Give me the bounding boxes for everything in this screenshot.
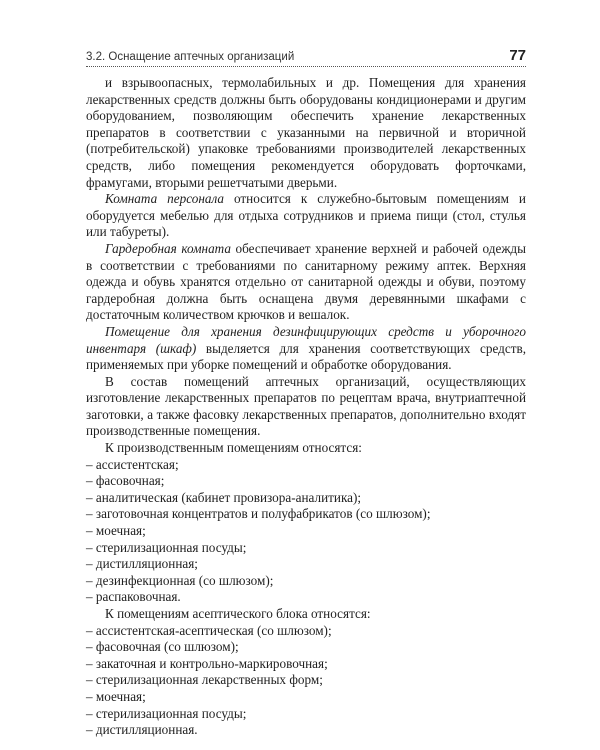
list-item: – ассистентская-асептическая (со шлюзом); [86, 622, 332, 638]
list-item: – фасовочная; [86, 473, 165, 489]
list-item: – распаковочная. [86, 589, 181, 605]
term-wardrobe: Гардеробная комната [105, 240, 231, 256]
paragraph-text: выделяется для хранения соответствующих средств, применяемых при уборке помещений и обработке оборудования. [86, 340, 526, 373]
section-title: 3.2. Оснащение аптечных организаций [86, 51, 295, 63]
term-staff-room: Комната персонала [105, 191, 224, 207]
list-item: – моечная; [86, 688, 146, 704]
list-item: – моечная; [86, 523, 146, 539]
list-item: – ассистентская; [86, 456, 179, 472]
list-item: – аналитическая (кабинет провизора-аналитика); [86, 489, 362, 505]
paragraph-wardrobe [86, 241, 526, 324]
paragraph-text: В состав помещений аптечных организаций, осуществляющих изготовление лекарственных препаратов по рецептам врача, внутриаптечной заготовки, а также фасовку лекарственных препаратов, дополнительно входят производственные помещения. [86, 373, 526, 439]
paragraph-staff-room [86, 191, 526, 241]
page-number: 77 [509, 47, 526, 64]
body-text [86, 75, 526, 739]
list-item: – дистилляционная. [86, 722, 198, 738]
list-item: – дезинфекционная (со шлюзом); [86, 572, 274, 588]
paragraph-text: относится к служебно-бытовым помещениям и оборудуется мебелью для отдыха сотрудников и приема пищи (стол, стулья или табуреты). [86, 191, 526, 240]
paragraph-disinfectant-storage [86, 324, 526, 374]
list-item: – стерилизационная лекарственных форм; [86, 672, 323, 688]
aseptic-list-heading: К помещениям асептического блока относятся: [105, 606, 371, 621]
paragraph-production-intro [86, 374, 526, 440]
list-item: – стерилизационная посуды; [86, 539, 247, 555]
list-item: – дистилляционная; [86, 556, 198, 572]
term-disinfectant-storage: Помещение для хранения дезинфицирующих средств и уборочного инвентаря (шкаф) [86, 323, 526, 356]
list-item: – стерилизационная посуды; [86, 705, 247, 721]
list-item: – фасовочная (со шлюзом); [86, 639, 239, 655]
list-item: – заготовочная концентратов и полуфабрикатов (со шлюзом); [86, 506, 431, 522]
running-head [86, 44, 526, 67]
list-item: – закаточная и контрольно-маркировочная; [86, 655, 328, 671]
production-list-heading: К производственным помещениям относятся: [105, 440, 362, 456]
paragraph-text: и взрывоопасных, термолабильных и др. Помещения для хранения лекарственных средств должны быть оборудованы кондиционерами и другим оборудованием, позволяющим обеспечить хранение лекарственных препаратов в соответствии с указанными на первичной и вторичной (потребительской) упаковке требованиями производителей лекарственных средств, либо помещения рекомендуется оборудовать форточками, фрамугами, вторыми решетчатыми дверьми. [86, 75, 526, 190]
paragraph-text: обеспечивает хранение верхней и рабочей одежды в соответствии с требованиями по санитарному режиму аптек. Верхняя одежда и обувь хранятся отдельно от санитарной одежды и обуви, поэтому гардеробная должна быть оснащена двумя деревянными шкафами с достаточным количеством крючков и вешалок. [86, 240, 526, 323]
paragraph-storage-continued [86, 75, 526, 191]
